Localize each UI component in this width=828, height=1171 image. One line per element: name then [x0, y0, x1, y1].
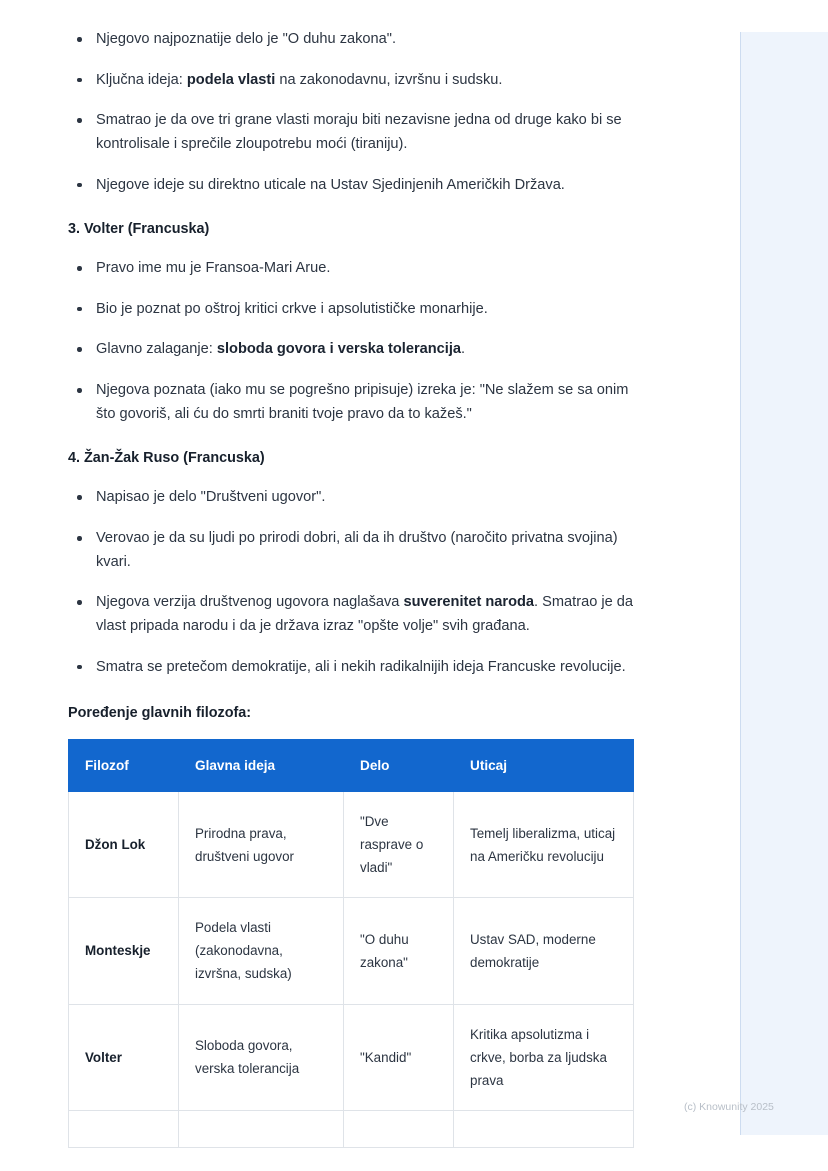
comparison-table: [68, 739, 634, 1147]
body-text: na zakonodavnu, izvršnu i sudsku.: [275, 71, 503, 88]
body-text: Pravo ime mu je Fransoa-Mari Arue.: [96, 260, 331, 277]
body-text: Njegove ideje su direktno uticale na Ustav Sjedinjenih Američkih Država.: [96, 176, 565, 193]
body-text: .: [461, 341, 466, 358]
list-item: [68, 174, 648, 198]
emphasis-text: sloboda govora i verska tolerancija: [216, 341, 462, 358]
body-text: Njegovo najpoznatije delo je "O duhu zakona".: [96, 31, 397, 47]
body-text: Smatrao je da ove tri grane vlasti moraju biti nezavisne jedna od druge kako bi se kontrolisale i sprečile zloupotrebu moći (tiraniju).: [96, 112, 622, 152]
table-column-header: Uticaj: [454, 740, 634, 792]
table-cell-name: Džon Lok: [69, 792, 179, 898]
list-item: [68, 257, 648, 281]
body-text: Njegova verzija društvenog ugovora naglašava: [96, 594, 404, 611]
body-text: Njegova poznata (iako mu se pogrešno pripisuje) izreka je: "Ne slažem se sa onim što govoriš, ali ću do smrti braniti tvoje pravo da to kažeš.": [96, 382, 629, 422]
bullet-list-volter: [68, 257, 648, 426]
body-text: Verovao je da su ljudi po prirodi dobri, ali da ih društvo (naročito privatna svojina) kvari.: [96, 530, 618, 570]
emphasis-text: suverenitet naroda: [403, 594, 535, 611]
list-item: [68, 379, 648, 426]
table-cell-name: Volter: [69, 1004, 179, 1110]
table-cell: Kritika apsolutizma i crkve, borba za ljudska prava: [454, 1004, 634, 1110]
table-row: [69, 898, 634, 1004]
heading-section-4: 4. Žan-Žak Ruso (Francuska): [68, 450, 265, 467]
table-body: [69, 792, 634, 1147]
list-item: [68, 28, 648, 52]
table-header-row: [69, 740, 634, 792]
table-column-header: Glavna ideja: [179, 740, 344, 792]
table-row: [69, 1004, 634, 1110]
document-content: [68, 28, 648, 1148]
table-cell: [179, 1110, 344, 1147]
heading-comparison: Poređenje glavnih filozofa:: [68, 705, 252, 722]
body-text: Ključna ideja:: [96, 71, 187, 88]
table-cell: Temelj liberalizma, uticaj na Američku revoluciju: [454, 792, 634, 898]
table-row: [69, 792, 634, 898]
list-item: [68, 527, 648, 574]
page-side-strip: [740, 32, 828, 1135]
table-cell: Podela vlasti (zakonodavna, izvršna, sudska): [179, 898, 344, 1004]
list-item: [68, 656, 648, 680]
bullet-list-ruso: [68, 486, 648, 679]
list-item: [68, 109, 648, 156]
heading-section-3: 3. Volter (Francuska): [68, 221, 210, 238]
table-cell: Sloboda govora, verska tolerancija: [179, 1004, 344, 1110]
table-column-header: Filozof: [69, 740, 179, 792]
list-item: [68, 486, 648, 510]
table-cell: Ustav SAD, moderne demokratije: [454, 898, 634, 1004]
body-text: Glavno zalaganje:: [96, 341, 217, 358]
list-item: [68, 69, 648, 93]
table-cell: Prirodna prava, društveni ugovor: [179, 792, 344, 898]
table-row: [69, 1110, 634, 1147]
table-cell: "Kandid": [344, 1004, 454, 1110]
table-cell-name: Monteskje: [69, 898, 179, 1004]
table-cell: [344, 1110, 454, 1147]
body-text: Smatra se pretečom demokratije, ali i nekih radikalnijih ideja Francuske revolucije.: [96, 658, 626, 675]
table-cell: [454, 1110, 634, 1147]
body-text: Napisao je delo "Društveni ugovor".: [96, 489, 326, 506]
table-cell: "Dve rasprave o vladi": [344, 792, 454, 898]
table-cell-name: [69, 1110, 179, 1147]
watermark: (c) Knowunity 2025: [684, 1101, 774, 1113]
table-cell: "O duhu zakona": [344, 898, 454, 1004]
list-item: [68, 338, 648, 362]
body-text: Bio je poznat po oštroj kritici crkve i apsolutističke monarhije.: [96, 300, 488, 317]
emphasis-text: podela vlasti: [186, 71, 276, 88]
list-item: [68, 298, 648, 322]
body-text: . Smatrao je da vlast pripada narodu i da je država izraz "opšte volje" svih građana.: [96, 594, 634, 634]
list-item: [68, 591, 648, 638]
bullet-list-montesquieu: [68, 28, 648, 197]
table-column-header: Delo: [344, 740, 454, 792]
